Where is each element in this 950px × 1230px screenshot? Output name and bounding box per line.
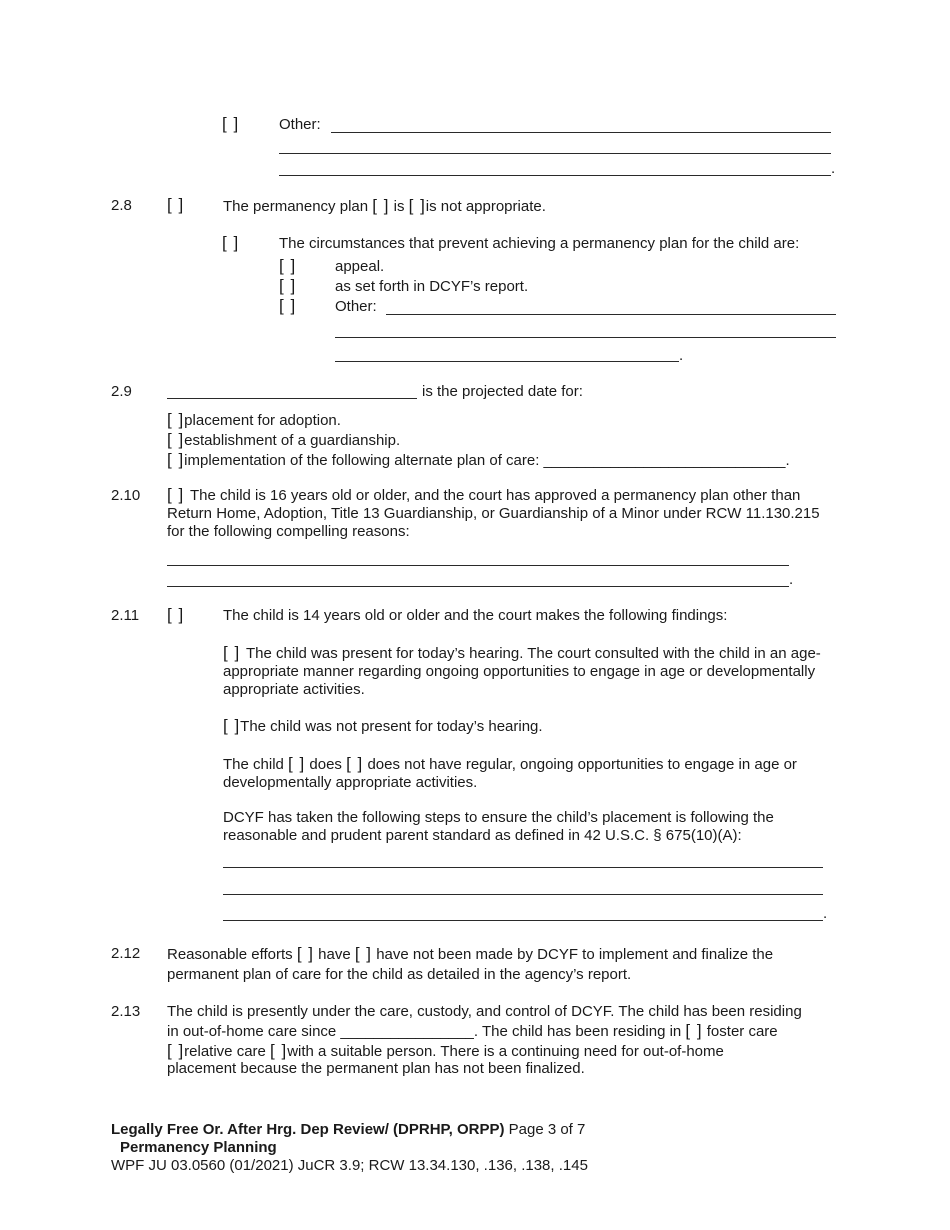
- checkbox-suitable-person[interactable]: [ ]: [270, 1041, 288, 1060]
- footer-title-line: [111, 1121, 585, 1139]
- checkbox-2-11[interactable]: [ ]: [167, 605, 185, 624]
- other-line-1[interactable]: [331, 132, 831, 133]
- relative-care-text: relative care: [184, 1043, 266, 1060]
- circ-other-line-2[interactable]: [335, 337, 836, 338]
- is-not-appropriate-text: is not appropriate.: [425, 198, 546, 215]
- footer-title: Legally Free Or. After Hrg. Dep Review/ (DPRHP, ORPP): [111, 1121, 505, 1138]
- section-number-2-12: 2.12: [111, 945, 141, 962]
- checkbox-2-8[interactable]: [ ]: [167, 195, 185, 214]
- custody-text-line-1: The child is presently under the care, custody, and control of DCYF. The child has been residing: [167, 1003, 802, 1020]
- guardianship-option: [167, 431, 400, 450]
- permanency-plan-text: The permanency plan: [223, 198, 369, 215]
- footer-subtitle: Permanency Planning: [120, 1139, 277, 1156]
- circ-other-line-1[interactable]: [386, 314, 836, 315]
- circ-other-line-3[interactable]: [335, 361, 679, 362]
- foster-care-text: foster care: [706, 1023, 778, 1040]
- section-number-2-13: 2.13: [111, 1003, 141, 1020]
- alternate-plan-text: implementation of the following alternate plan of care: _____________________________.: [184, 452, 790, 469]
- compelling-reasons-text: The child is 16 years old or older, and the court has approved a permanency plan other than Return Home, Adoption, Title 13 Guardianship, or Guardianship of a Minor under RCW 11.130.215 for the following compelling reasons:: [167, 487, 820, 540]
- permanency-plan-line: [223, 197, 546, 216]
- out-of-home-since-text: in out-of-home care since ________________. The child has been residing in: [167, 1023, 682, 1040]
- child-present-text: The child was present for today’s hearing. The court consulted with the child in an age-appropriate manner regarding ongoing opportunities to engage in age or developmentally appropriate activities.: [223, 645, 821, 698]
- dcyf-steps-line-2[interactable]: [223, 894, 823, 895]
- not-present-option: [223, 717, 543, 736]
- does-text: does: [309, 756, 342, 773]
- footer-page: Page 3 of 7: [508, 1121, 586, 1138]
- compelling-line-1[interactable]: [167, 565, 789, 566]
- projected-date-text: is the projected date for:: [422, 383, 583, 400]
- checkbox-foster-care[interactable]: [ ]: [685, 1021, 703, 1040]
- alternate-plan-option: [167, 451, 790, 470]
- permanent-plan-text: permanent plan of care for the child as detailed in the agency’s report.: [167, 966, 632, 983]
- have-not-text: have not been made by DCYF to implement and finalize the: [376, 946, 774, 963]
- child-text: The child: [223, 756, 284, 773]
- custody-text-line-2: [167, 1022, 778, 1041]
- dcyf-steps-period: .: [823, 905, 828, 922]
- checkbox-plan-is-not[interactable]: [ ]: [408, 196, 426, 215]
- checkbox-does-not[interactable]: [ ]: [346, 754, 364, 773]
- checkbox-relative-care[interactable]: [ ]: [167, 1041, 185, 1060]
- circumstances-text: The circumstances that prevent achieving a permanency plan for the child are:: [279, 235, 800, 252]
- checkbox-plan-is[interactable]: [ ]: [372, 196, 390, 215]
- suitable-person-text: with a suitable person. There is a continuing need for out-of-home: [287, 1043, 724, 1060]
- is-text: is: [393, 198, 405, 215]
- dcyf-report-text: as set forth in DCYF’s report.: [335, 278, 529, 295]
- reasonable-efforts-line: [167, 945, 773, 964]
- adoption-option: [167, 411, 341, 430]
- other-line-2[interactable]: [279, 153, 831, 154]
- not-present-text: The child was not present for today’s hearing.: [240, 718, 543, 735]
- reasonable-efforts-text: Reasonable efforts: [167, 946, 293, 963]
- have-text: have: [318, 946, 351, 963]
- checkbox-circumstances[interactable]: [ ]: [222, 233, 240, 252]
- checkbox-adoption[interactable]: [ ]: [167, 410, 185, 429]
- custody-text-line-4: placement because the permanent plan has not been finalized.: [167, 1060, 585, 1077]
- dcyf-steps-line-3[interactable]: [223, 920, 823, 921]
- does-not-text: does not have regular, ongoing opportunities to engage in age or developmentally appropriate activities.: [223, 756, 797, 791]
- checkbox-guardianship[interactable]: [ ]: [167, 430, 185, 449]
- projected-date-line[interactable]: [167, 398, 417, 399]
- section-number-2-11: 2.11: [111, 607, 140, 624]
- other-line-period: .: [831, 160, 836, 177]
- checkbox-child-present[interactable]: [ ]: [223, 643, 241, 662]
- findings-text: The child is 14 years old or older and the court makes the following findings:: [223, 607, 728, 624]
- compelling-line-2[interactable]: [167, 586, 789, 587]
- section-number-2-9: 2.9: [111, 383, 132, 400]
- checkbox-circ-other[interactable]: [ ]: [279, 296, 297, 315]
- checkbox-appeal[interactable]: [ ]: [279, 256, 297, 275]
- checkbox-alternate-plan[interactable]: [ ]: [167, 450, 185, 469]
- appeal-text: appeal.: [335, 258, 385, 275]
- section-number-2-10: 2.10: [111, 487, 141, 504]
- checkbox-other[interactable]: [ ]: [222, 114, 240, 133]
- section-number-2-8: 2.8: [111, 197, 132, 214]
- checkbox-efforts-have[interactable]: [ ]: [296, 944, 314, 963]
- other-line-3[interactable]: [279, 175, 831, 176]
- circ-other-label: Other:: [335, 298, 377, 315]
- adoption-text: placement for adoption.: [184, 412, 341, 429]
- circ-other-period: .: [679, 347, 684, 364]
- footer-code: WPF JU 03.0560 (01/2021) JuCR 3.9; RCW 13.34.130, .136, .138, .145: [111, 1157, 588, 1174]
- other-label: Other:: [279, 116, 321, 133]
- checkbox-child-not-present[interactable]: [ ]: [223, 716, 241, 735]
- dcyf-steps-line-1[interactable]: [223, 867, 823, 868]
- dcyf-steps-text: DCYF has taken the following steps to ensure the child’s placement is following the reasonable and prudent parent standard as defined in 42 U.S.C. § 675(10)(A):: [223, 809, 774, 844]
- checkbox-2-10[interactable]: [ ]: [167, 485, 185, 504]
- opportunities-text: [223, 755, 833, 792]
- checkbox-does[interactable]: [ ]: [288, 754, 306, 773]
- compelling-period: .: [789, 571, 794, 588]
- custody-text-line-3: [167, 1042, 724, 1061]
- guardianship-text: establishment of a guardianship.: [184, 432, 401, 449]
- checkbox-dcyf-report[interactable]: [ ]: [279, 276, 297, 295]
- checkbox-efforts-have-not[interactable]: [ ]: [354, 944, 373, 963]
